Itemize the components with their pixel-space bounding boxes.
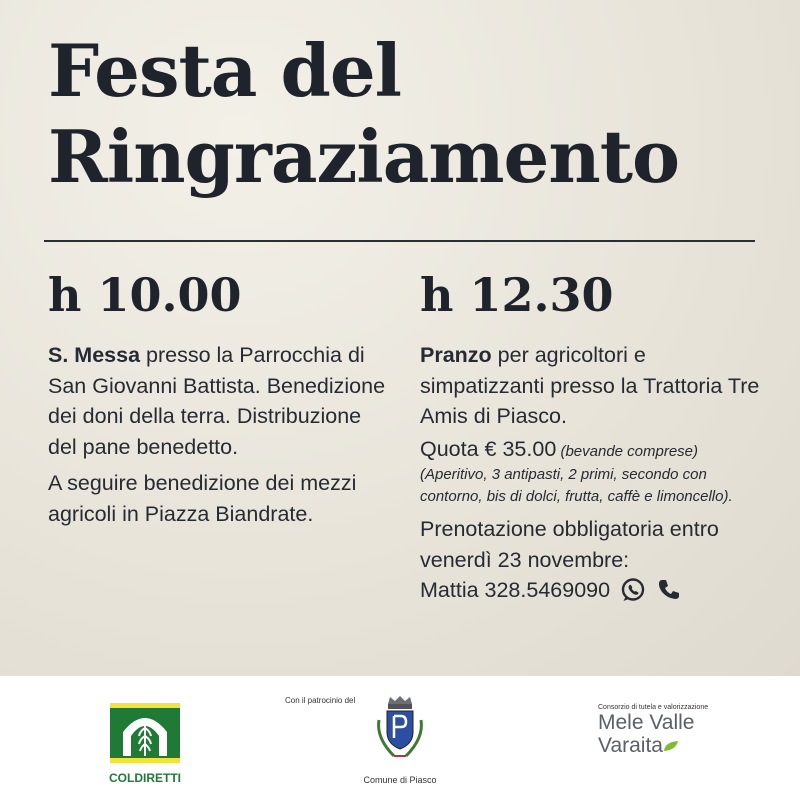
comune-logo [360,694,440,785]
coldiretti-logo [100,702,190,785]
phone-icon[interactable] [656,577,682,603]
right-column [420,340,765,606]
consorzio-label: Consorzio di tutela e valorizzazione [598,704,709,711]
patrocinio-label: Con il patrocinio del [285,696,356,705]
quota-line [420,434,765,465]
mele-valle-varaita-logo [598,704,708,757]
menu-note: (Aperitivo, 3 antipasti, 2 primi, secondo con contorno, bis di dolci, frutta, caffè e limoncello). [420,466,733,505]
left-paragraph-1 [48,340,388,462]
municipal-crest-icon [370,694,430,768]
left-column [48,340,388,529]
coldiretti-label: COLDIRETTI [109,771,181,785]
coldiretti-emblem-icon [109,702,181,764]
right-lead-bold: Pranzo [420,343,492,367]
left-lead-text: presso la Parrocchia di San Giovanni Battista. Benedizione dei doni della terra. Distribuzione del pane benedetto. [48,343,386,459]
divider-rule [44,240,755,242]
quota-note: (bevande comprese) [556,442,699,460]
quota-label: Quota € 35.00 [420,436,557,461]
whatsapp-icon[interactable] [620,577,646,603]
title-line-2: Ringraziamento [48,114,679,199]
right-paragraph-1 [420,340,765,432]
contact-row [420,575,765,606]
mele-line-1: Mele Valle [598,711,695,734]
left-lead-bold: S. Messa [48,343,141,367]
right-lead-text: per agricoltori e simpatizzanti presso la Trattoria Tre Amis di Piasco. [420,343,760,428]
poster-title [48,28,679,200]
mele-line-2-text: Varaita [598,734,663,757]
title-line-1: Festa del [48,28,402,113]
leaf-icon [663,740,679,752]
left-paragraph-2: A seguire benedizione dei mezzi agricoli in Piazza Biandrate. [48,471,357,526]
left-time: h 10.00 [48,268,242,322]
comune-label: Comune di Piasco [363,775,437,785]
sponsor-footer [0,676,800,800]
booking-text: Prenotazione obbligatoria entro venerdì 23 novembre: [420,517,719,572]
contact-text: Mattia 328.5469090 [420,578,611,602]
mele-line-2 [598,734,708,757]
right-time: h 12.30 [420,268,614,322]
